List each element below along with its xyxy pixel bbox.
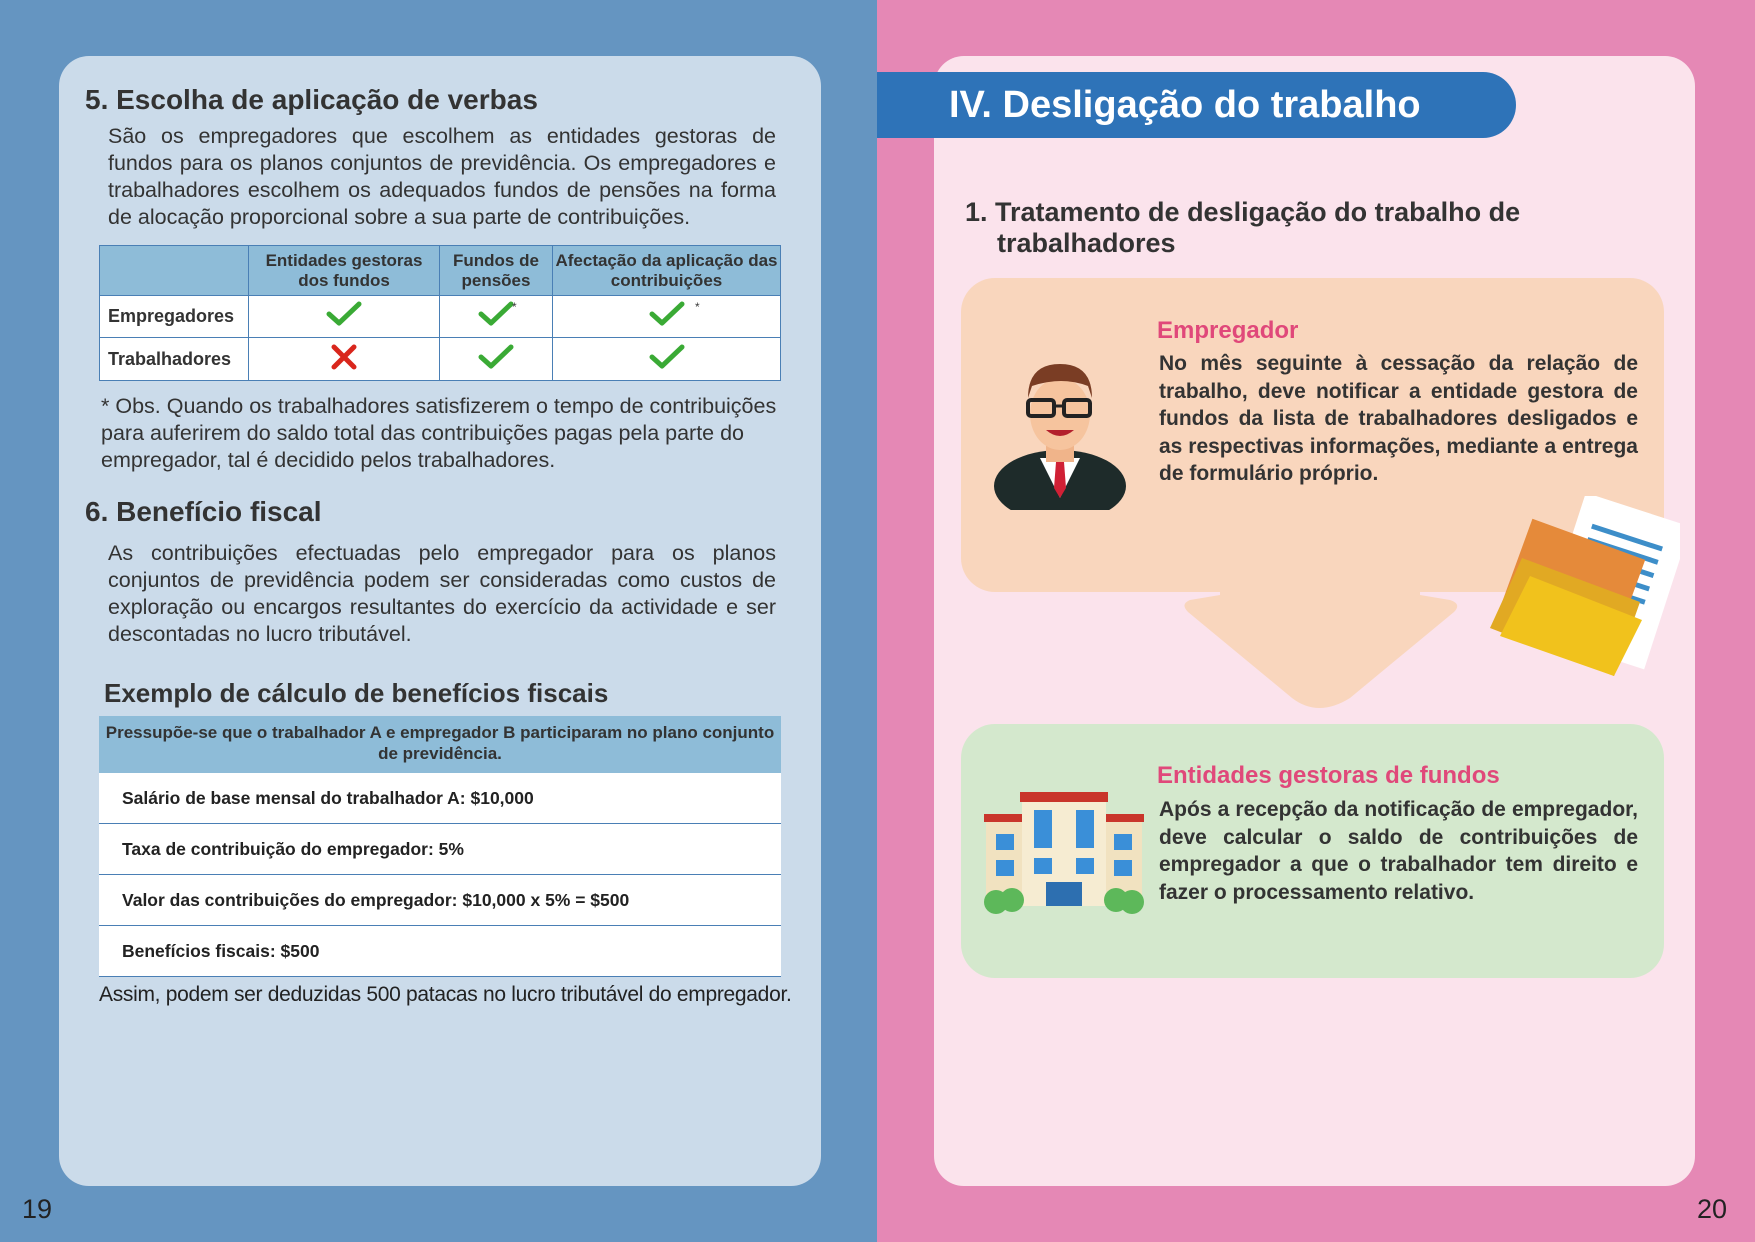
example-title: Exemplo de cálculo de benefícios fiscais	[104, 678, 609, 708]
section6-paragraph: As contribuições efectuadas pelo empregador para os planos conjuntos de previdência podem ser consideradas como custos de exploração ou encargos resultantes do exercício da actividade e ser descontadas no lucro tributável.	[108, 541, 776, 646]
example-row: Benefícios fiscais: $500	[99, 926, 781, 977]
employer-card-text: No mês seguinte à cessação da relação de trabalho, deve notificar a entidade gestora de fundos da lista de trabalhadores desligados e as respectivas informações, mediante a entrega de formulário próprio.	[1159, 352, 1638, 485]
example-table	[99, 716, 781, 977]
section1-title	[965, 197, 1520, 259]
fund-card-text: Após a recepção da notificação de empregador, deve calcular o saldo de contribuições de empregador a que o trabalhador tem direito e fazer o processamento relativo.	[1159, 798, 1638, 904]
table-header-entities: Entidades gestoras dos fundos	[249, 246, 440, 296]
table-row-employers	[100, 296, 781, 338]
row-label: Empregadores	[100, 296, 249, 338]
example-header: Pressupõe-se que o trabalhador A e empregador B participaram no plano conjunto de previdência.	[99, 716, 781, 773]
fund-card-title: Entidades gestoras de fundos	[1157, 762, 1500, 789]
row-label: Trabalhadores	[100, 338, 249, 381]
document-folder-icon	[1480, 496, 1680, 686]
businessman-avatar-icon	[992, 358, 1128, 510]
check-icon	[440, 338, 553, 381]
check-icon	[553, 296, 781, 338]
cross-icon	[249, 338, 440, 381]
example-row: Taxa de contribuição do empregador: 5%	[99, 824, 781, 875]
example-row: Salário de base mensal do trabalhador A: $10,000	[99, 773, 781, 824]
section5-note: * Obs. Quando os trabalhadores satisfizerem o tempo de contribuições para auferirem do saldo total das contribuições pagas pela parte do empregador, tal é decidido pelos trabalhadores.	[101, 394, 777, 472]
example-conclusion: Assim, podem ser deduzidas 500 patacas no lucro tributável do empregador.	[99, 983, 792, 1006]
check-icon	[553, 338, 781, 381]
example-row: Valor das contribuições do empregador: $10,000 x 5% = $500	[99, 875, 781, 926]
section5-paragraph: São os empregadores que escolhem as entidades gestoras de fundos para os planos conjuntos de previdência. Os empregadores e trabalhadores escolhem os adequados fundos de pensões na forma de alocação proporcional sobre a sua parte de contribuições.	[108, 124, 776, 229]
section1-title-line: trabalhadores	[997, 228, 1176, 258]
section5-title: 5. Escolha de aplicação de verbas	[85, 84, 538, 115]
table-header-allocation: Afectação da aplicação das contribuições	[553, 246, 781, 296]
check-icon	[440, 296, 553, 338]
page-number-right: 20	[1697, 1194, 1728, 1224]
arrow-shaft	[1220, 580, 1420, 610]
check-icon	[249, 296, 440, 338]
table-header-empty	[100, 246, 249, 296]
section1-title-line: 1. Tratamento de desligação do trabalho de	[965, 197, 1521, 227]
employer-card-title: Empregador	[1157, 317, 1299, 344]
allocation-table	[99, 245, 781, 381]
asterisk: *	[695, 300, 700, 314]
chapter-title: IV. Desligação do trabalho	[877, 72, 1516, 138]
office-building-icon	[982, 790, 1146, 914]
asterisk: *	[512, 300, 517, 314]
page-number-left: 19	[22, 1194, 53, 1224]
section6-title: 6. Benefício fiscal	[85, 496, 322, 527]
table-header-funds: Fundos de pensões	[440, 246, 553, 296]
table-row-workers	[100, 338, 781, 381]
